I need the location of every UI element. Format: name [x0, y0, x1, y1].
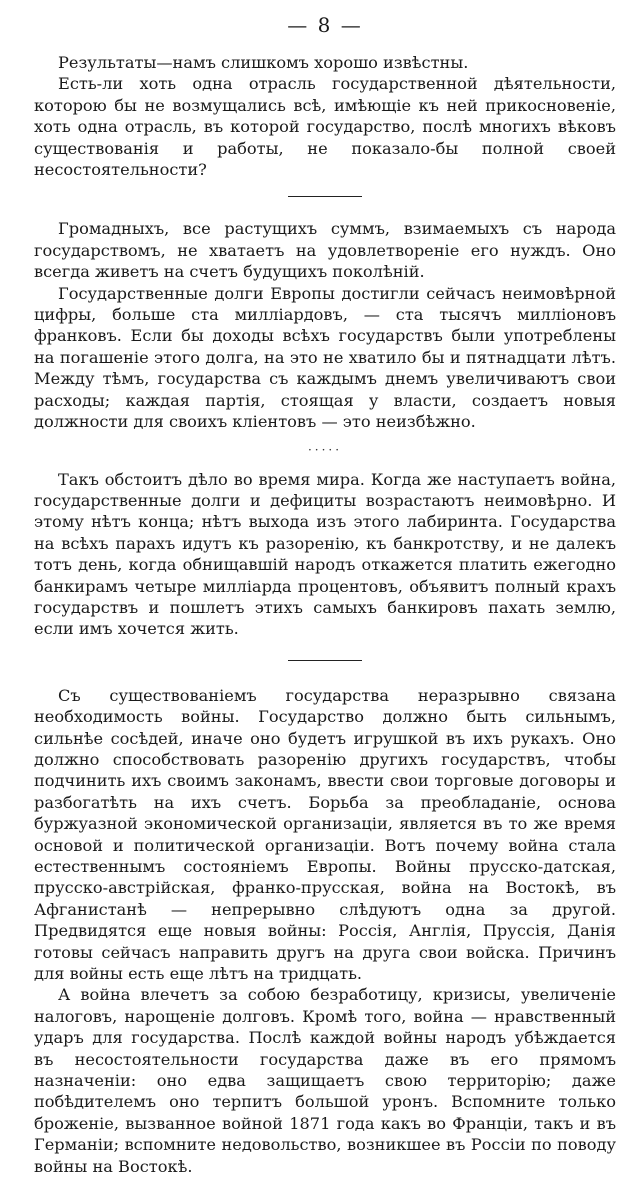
- paragraph: Государственные долги Европы достигли сейчасъ неимовѣрной цифры, больше ста милліардовъ, — ста тысячъ милліоновъ франковъ. Если бы доходы всѣхъ государствъ были употреблены на погашеніе этого долга, на это не хватило бы и пятнадцати лѣтъ. Между тѣмъ, государства съ каждымъ днемъ увеличиваютъ свои расходы; каждая партія, стоящая у власти, создаетъ новыя должности для своихъ кліентовъ — это неизбѣжно.: [34, 283, 616, 432]
- paragraph: Такъ обстоитъ дѣло во время мира. Когда же наступаетъ война, государственные долги и дефициты возрастаютъ неимовѣрно. И этому нѣтъ конца; нѣтъ выхода изъ этого лабиринта. Государства на всѣхъ парахъ идутъ къ разоренію, къ банкротству, и не далекъ тотъ день, когда обнищавшій народъ откажется платить ежегодно банкирамъ четыре милліарда процентовъ, объявитъ полный крахъ государствъ и пошлетъ этихъ самыхъ банкировъ пахать землю, если имъ хочется жить.: [34, 469, 616, 639]
- text-section-4: [34, 685, 616, 1177]
- paragraph: Есть-ли хоть одна отрасль государственной дѣятельности, которою бы не возмущались всѣ, имѣющіе къ ней прикосновеніе, хоть одна отрасль, въ которой государство, послѣ многихъ вѣковъ существованія и работы, не показало-бы полной своей несостоятельности?: [34, 74, 616, 180]
- book-page: [34, 10, 616, 1177]
- text-section-1: [34, 52, 616, 180]
- paragraph: Громадныхъ, все растущихъ суммъ, взимаемыхъ съ народа государствомъ, не хватаетъ на удовлетвореніе его нуждъ. Оно всегда живетъ на счетъ будущихъ поколѣній.: [34, 219, 616, 282]
- section-divider-rule: [288, 660, 362, 661]
- paragraph: А война влечетъ за собою безработицу, кризисы, увеличеніе налоговъ, нарощеніе долговъ. Кромѣ того, война — нравственный ударъ для государства. Послѣ каждой войны народъ убѣждается въ несостоятельности государства даже въ его прямомъ назначеніи: оно едва защищаетъ свою территорію; даже побѣдителемъ оно терпитъ большой уронъ. Вспомните только броженіе, вызванное войной 1871 года какъ во Франціи, такъ и въ Германіи; вспомните недовольство, возникшее въ Россіи по поводу войны на Востокѣ.: [34, 985, 616, 1176]
- section-divider-rule: [288, 196, 362, 197]
- paragraph: Результаты—намъ слишкомъ хорошо извѣстны.: [58, 53, 469, 72]
- page-number: — 8 —: [287, 13, 363, 37]
- text-section-2: [34, 218, 616, 432]
- paragraph: Съ существованіемъ государства неразрывно связана необходимость войны. Государство должно быть сильнымъ, сильнѣе сосѣдей, иначе оно будетъ игрушкой въ ихъ рукахъ. Оно должно способствовать разоренію другихъ государствъ, чтобы подчинить ихъ своимъ законамъ, ввести свои торговые договоры и разбогатѣть на ихъ счетъ. Борьба за преобладаніе, основа буржуазной экономической организаціи, является въ то же время основой и политической организаціи. Вотъ почему война стала естественнымъ состояніемъ Европы. Войны прусско-датская, прусско-австрійская, франко-прусская, война на Востокѣ, въ Афганистанѣ — непрерывно слѣдуютъ одна за другой. Предвидятся еще новыя войны: Россія, Англія, Пруссія, Данія готовы сейчасъ направить другъ на друга свои войска. Причинъ для войны есть еще лѣтъ на тридцать.: [34, 685, 616, 984]
- text-section-3: [34, 469, 616, 640]
- section-divider-dots: ·····: [307, 442, 343, 457]
